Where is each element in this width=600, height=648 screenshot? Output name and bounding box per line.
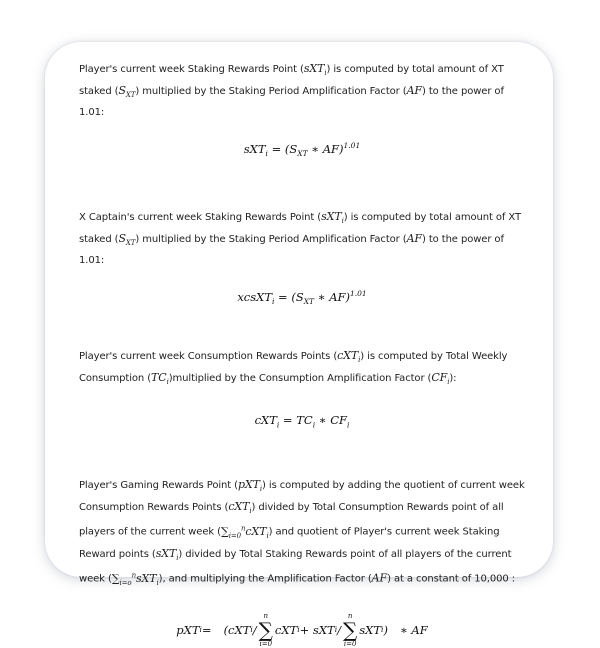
inline-sum: $\sum_{i=0}^ncXT_i$: [220, 524, 269, 540]
text: )multiplied by the Consumption Amplification Factor (: [168, 373, 432, 385]
text: Player's current week Staking Rewards Point (: [79, 64, 304, 75]
math-var: AF: [406, 84, 422, 98]
math-var: sXT$_i$: [155, 546, 179, 563]
staking-equation: $sXT_i = (S_{XT}$ ∗ AF)$^{1.01}$: [243, 141, 361, 159]
math-var: pXT$_i$: [237, 477, 263, 493]
sum-operator: n ∑ i=0: [258, 611, 273, 648]
math-var: sXT$_i$: [303, 62, 327, 78]
text: ) and quotient of Player's current week Staking Reward points (: [79, 526, 500, 560]
text: ) to the power of 1.01:: [79, 233, 504, 266]
text: ):: [449, 373, 457, 385]
text: Player's current week Consumption Rewards Points (: [79, 351, 338, 362]
math-var: cXT$_i$: [228, 499, 252, 516]
sum-operator: n ∑ i=0: [342, 611, 358, 648]
math-var: AF: [406, 231, 422, 245]
text: X Captain's current week Staking Rewards Point (: [79, 211, 322, 223]
text: ) at a constant of 10,000 :: [387, 573, 515, 585]
text: ) is computed by total amount of XT staked (: [79, 64, 504, 98]
gaming-description: [79, 476, 525, 592]
math-var: $S_{XT}$: [118, 231, 136, 247]
math-var: sXT$_i$: [321, 209, 344, 225]
inline-sum: $\sum_{i=o}^nsXT_i$: [111, 571, 159, 587]
math-var: $S_{XT}$: [118, 84, 136, 100]
section-captain-staking: [79, 208, 525, 307]
text: ) is computed by Total Weekly Consumption (: [79, 351, 508, 385]
math-var: $TC_i$: [151, 371, 169, 387]
captain-description: [79, 208, 525, 269]
math-var: cXT$_i$: [337, 349, 361, 365]
math-var: $CF_i$: [431, 371, 450, 387]
formula-card: [45, 42, 553, 648]
text: ) is computed by total amount of XT staked (: [79, 211, 521, 245]
text: ), and multiplying the Amplification Factor (: [158, 573, 372, 585]
text: ) divided by Total Staking Rewards point of all players of the current week (: [79, 548, 512, 585]
section-consumption-rewards: [79, 347, 525, 430]
consumption-description: [79, 347, 525, 391]
section-gaming-rewards: [79, 476, 525, 648]
captain-equation: xcsXT$_i$ = ($S_{XT}$ ∗ AF)$^{1.01}$: [237, 288, 367, 306]
gaming-equation: pXT i = (cXT i / n ∑ i=0 cXT i + sXT i / n ∑ i=0 sXT i ) ∗ AF: [176, 611, 428, 648]
section-staking-rewards: [79, 60, 525, 159]
text: ) to the power of 1.01:: [79, 86, 504, 119]
math-var: AF: [371, 571, 388, 585]
text: ) divided by Total Consumption Rewards point of all players of the current week (: [79, 501, 504, 538]
text: ) multiplied by the Staking Period Amplification Factor (: [135, 233, 407, 245]
text: ) multiplied by the Staking Period Amplification Factor (: [135, 86, 407, 98]
consumption-equation: $cXT_i = TC_i$ ∗ $CF_i$: [254, 413, 350, 430]
text: ) is computed by adding the quotient of current week Consumption Rewards Points (: [79, 479, 525, 513]
staking-description: [79, 60, 525, 121]
text: Player's Gaming Rewards Point (: [79, 479, 238, 491]
